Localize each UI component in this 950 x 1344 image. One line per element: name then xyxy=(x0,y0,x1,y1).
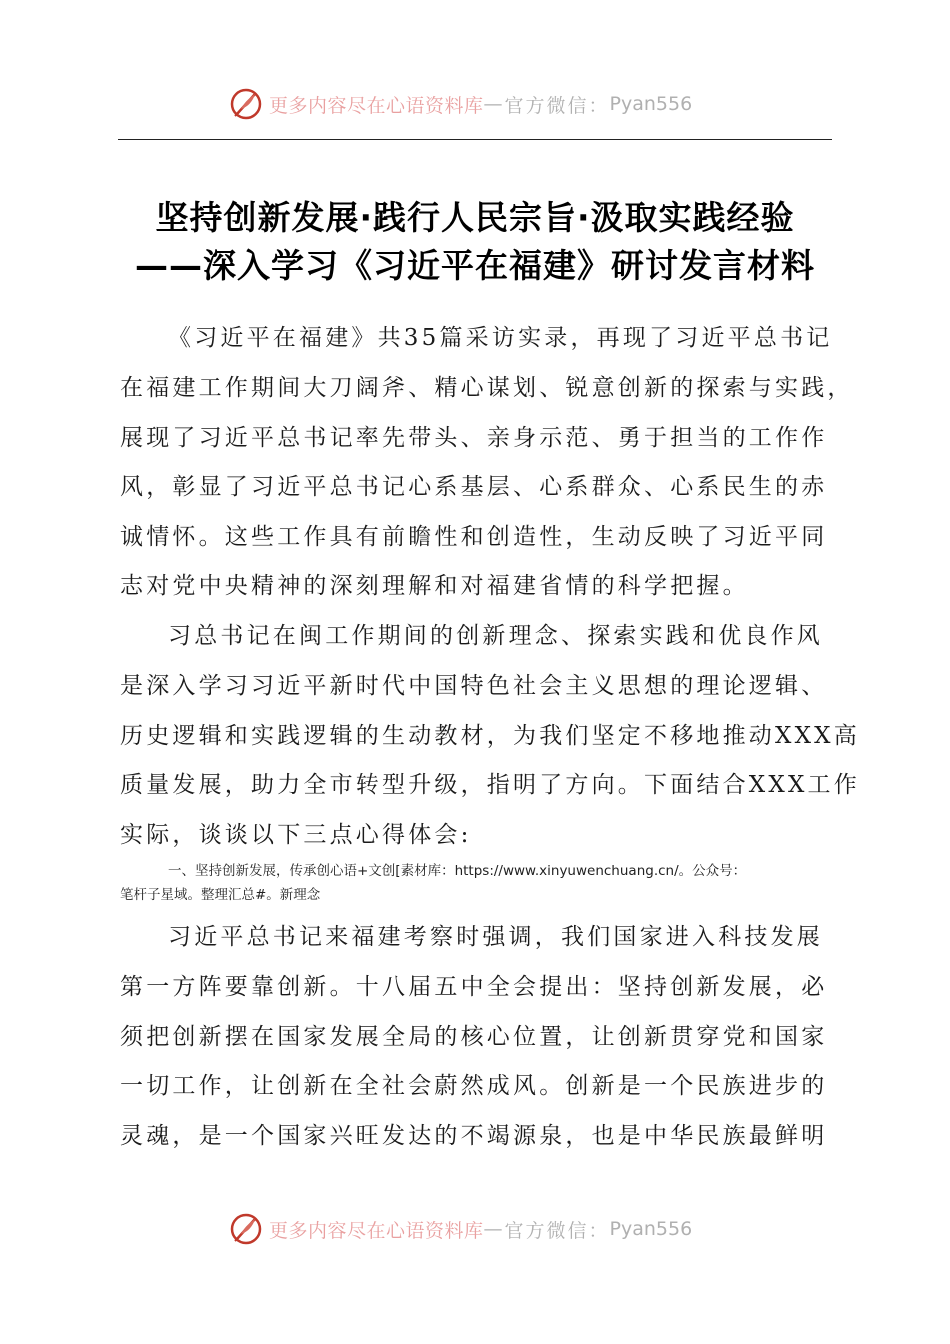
body-line: 第一方阵要靠创新。十八届五中全会提出：坚持创新发展，必 xyxy=(120,974,828,1000)
body-line: 实际，谈谈以下三点心得体会: xyxy=(120,822,472,848)
header-wechat-label: 官方微信： xyxy=(504,94,610,117)
body-line: 在福建工作期间大刀阔斧、精心谋划、锐意创新的探索与实践， xyxy=(120,375,854,401)
body-line: 志对党中央精神的深刻理解和对福建省情的科学把握。 xyxy=(120,573,749,599)
footer-brand xyxy=(229,1211,692,1247)
section-heading-line: 笔杆子星域。整理汇总#。新理念 xyxy=(120,887,321,903)
footer-dash: — xyxy=(483,1218,505,1240)
body-line: 是深入学习习近平新时代中国特色社会主义思想的理论逻辑、 xyxy=(120,673,828,699)
body-line: 质量发展，助力全市转型升级，指明了方向。下面结合XXX工作 xyxy=(120,772,860,798)
quill-logo-icon xyxy=(229,1212,263,1246)
header-brand-text: 更多内容尽在心语资料库 xyxy=(269,94,484,117)
quill-logo-icon xyxy=(229,87,263,121)
header-brand xyxy=(229,86,692,122)
body-line: 习总书记在闽工作期间的创新理念、探索实践和优良作风 xyxy=(168,623,823,649)
body-line: 风，彰显了习近平总书记心系基层、心系群众、心系民生的赤 xyxy=(120,474,828,500)
body-line: 《习近平在福建》共35篇采访实录，再现了习近平总书记 xyxy=(168,325,833,351)
footer-brand-text: 更多内容尽在心语资料库 xyxy=(269,1219,484,1242)
body-line: 诚情怀。这些工作具有前瞻性和创造性，生动反映了习近平同 xyxy=(120,524,828,550)
footer-wechat-label: 官方微信： xyxy=(504,1219,610,1242)
body-line: 历史逻辑和实践逻辑的生动教材，为我们坚定不移地推动XXX高 xyxy=(120,723,860,749)
body-line: 一切工作，让创新在全社会蔚然成风。创新是一个民族进步的 xyxy=(120,1073,828,1099)
header-wechat-id: Pyan556 xyxy=(609,93,693,115)
document-title-line-1: 坚持创新发展·践行人民宗旨·汲取实践经验 xyxy=(155,198,795,237)
body-line: 展现了习近平总书记率先带头、亲身示范、勇于担当的工作作 xyxy=(120,425,828,451)
body-line: 习近平总书记来福建考察时强调，我们国家进入科技发展 xyxy=(168,924,823,950)
document-title-line-2: ——深入学习《习近平在福建》研讨发言材料 xyxy=(135,246,815,285)
header-divider xyxy=(118,139,832,140)
section-heading-line: 一、坚持创新发展，传承创心语+文创[素材库：https://www.xinyuwenchuang.cn/。公众号： xyxy=(168,863,747,879)
header-dash: — xyxy=(483,93,505,115)
page-footer xyxy=(0,1211,950,1247)
footer-wechat-id: Pyan556 xyxy=(609,1218,693,1240)
page-header xyxy=(0,86,950,122)
body-line: 灵魂，是一个国家兴旺发达的不竭源泉，也是中华民族最鲜明 xyxy=(120,1123,828,1149)
body-line: 须把创新摆在国家发展全局的核心位置，让创新贯穿党和国家 xyxy=(120,1024,828,1050)
